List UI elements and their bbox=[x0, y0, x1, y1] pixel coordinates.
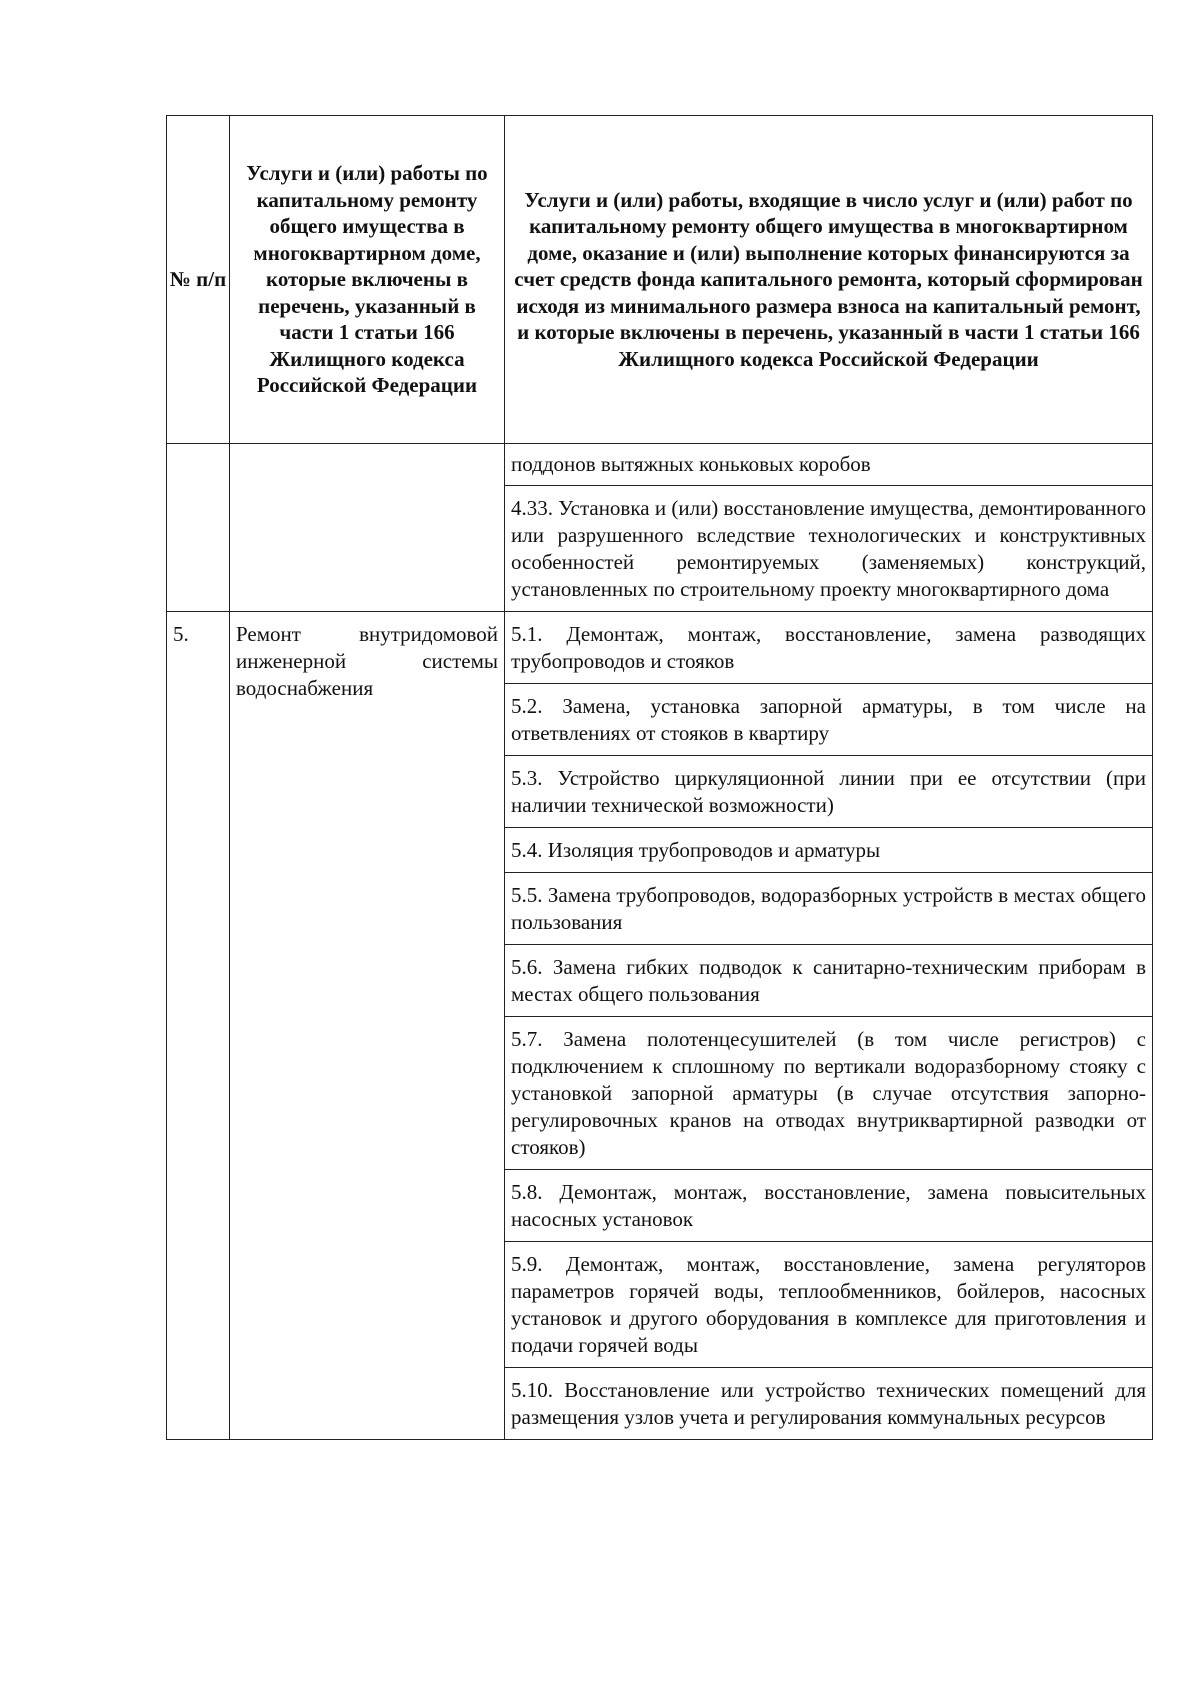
table-header-row bbox=[167, 116, 1153, 444]
table-row bbox=[167, 612, 1153, 684]
work-item: 5.3. Устройство циркуляционной линии при ее отсутствии (при наличии технической возможности) bbox=[505, 756, 1153, 828]
work-item: 5.8. Демонтаж, монтаж, восстановление, замена повысительных насосных установок bbox=[505, 1170, 1153, 1242]
work-item: поддонов вытяжных коньковых коробов bbox=[505, 444, 1153, 486]
header-service: Услуги и (или) работы по капитальному ремонту общего имущества в многоквартирном доме, которые включены в перечень, указанный в части 1 статьи 166 Жилищного кодекса Российской Федерации bbox=[230, 116, 505, 444]
section-service: Ремонт внутридомовой инженерной системы водоснабжения bbox=[230, 612, 505, 1440]
capital-repair-table bbox=[166, 115, 1153, 1440]
work-item: 4.33. Установка и (или) восстановление имущества, демонтированного или разрушенного вследствие технологических и конструктивных особенностей ремонтируемых (заменяемых) конструкций, установленных по строительному проекту многоквартирного дома bbox=[505, 486, 1153, 612]
header-number: № п/п bbox=[167, 116, 230, 444]
work-item: 5.6. Замена гибких подводок к санитарно-техническим приборам в местах общего пользования bbox=[505, 945, 1153, 1017]
work-item: 5.5. Замена трубопроводов, водоразборных устройств в местах общего пользования bbox=[505, 873, 1153, 945]
table-row bbox=[167, 444, 1153, 486]
work-item: 5.9. Демонтаж, монтаж, восстановление, замена регуляторов параметров горячей воды, теплообменников, бойлеров, насосных установок и другого оборудования в комплексе для приготовления и подачи горячей воды bbox=[505, 1242, 1153, 1368]
work-item: 5.2. Замена, установка запорной арматуры, в том числе на ответвлениях от стояков в квартиру bbox=[505, 684, 1153, 756]
continuation-service-cell bbox=[230, 444, 505, 612]
work-item: 5.4. Изоляция трубопроводов и арматуры bbox=[505, 828, 1153, 873]
work-item: 5.10. Восстановление или устройство технических помещений для размещения узлов учета и регулирования коммунальных ресурсов bbox=[505, 1368, 1153, 1440]
section-number: 5. bbox=[167, 612, 230, 1440]
work-item: 5.7. Замена полотенцесушителей (в том числе регистров) с подключением к сплошному по вертикали водоразборному стояку с установкой запорной арматуры (в случае отсутствия запорно-регулировочных кранов на отводах внутриквартирной разводки от стояков) bbox=[505, 1017, 1153, 1170]
header-works: Услуги и (или) работы, входящие в число услуг и (или) работ по капитальному ремонту общего имущества в многоквартирном доме, оказание и (или) выполнение которых финансируются за счет средств фонда капитального ремонта, который сформирован исходя из минимального размера взноса на капитальный ремонт, и которые включены в перечень, указанный в части 1 статьи 166 Жилищного кодекса Российской Федерации bbox=[505, 116, 1153, 444]
work-item: 5.1. Демонтаж, монтаж, восстановление, замена разводящих трубопроводов и стояков bbox=[505, 612, 1153, 684]
continuation-number-cell bbox=[167, 444, 230, 612]
